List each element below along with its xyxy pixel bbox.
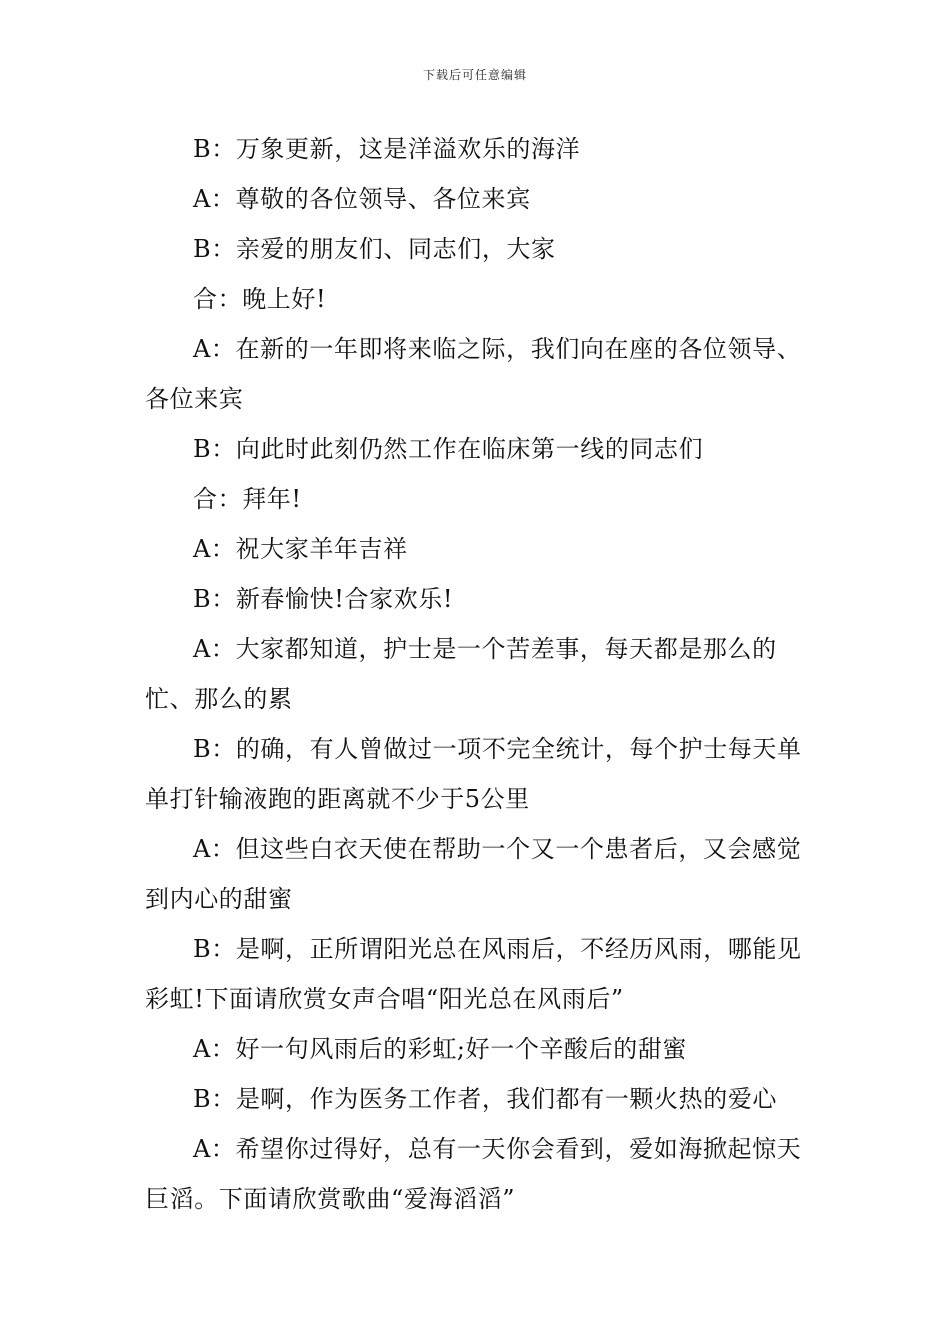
paragraph: A：大家都知道，护士是一个苦差事，每天都是那么的忙、那么的累 [145,635,777,713]
paragraph: 合：拜年! [193,485,302,513]
document-body [145,124,817,1224]
paragraph: B：亲爱的朋友们、同志们，大家 [193,235,556,263]
paragraph: A：希望你过得好，总有一天你会看到，爱如海掀起惊天巨滔。下面请欣赏歌曲“爱海滔滔” [145,1135,802,1213]
paragraph: B：向此时此刻仍然工作在临床第一线的同志们 [193,435,704,463]
paragraph: A：好一句风雨后的彩虹;好一个辛酸后的甜蜜 [193,1035,688,1063]
paragraph: B：是啊，正所谓阳光总在风雨后，不经历风雨，哪能见彩虹!下面请欣赏女声合唱“阳光总在风雨后” [145,935,802,1013]
paragraph: B：是啊，作为医务工作者，我们都有一颗火热的爱心 [193,1085,778,1113]
paragraph: A：祝大家羊年吉祥 [193,535,408,563]
paragraph: A：尊敬的各位领导、各位来宾 [193,185,531,213]
paragraph: A：在新的一年即将来临之际，我们向在座的各位领导、各位来宾 [145,335,802,413]
paragraph: B：的确，有人曾做过一项不完全统计，每个护士每天单单打针输液跑的距离就不少于5公里 [145,735,802,813]
paragraph: A：但这些白衣天使在帮助一个又一个患者后，又会感觉到内心的甜蜜 [145,835,802,913]
paragraph: B：万象更新，这是洋溢欢乐的海洋 [193,135,581,163]
paragraph: 合：晚上好! [193,285,327,313]
paragraph: B：新春愉快!合家欢乐! [193,585,454,613]
page-header: 下载后可任意编辑 [422,68,527,82]
